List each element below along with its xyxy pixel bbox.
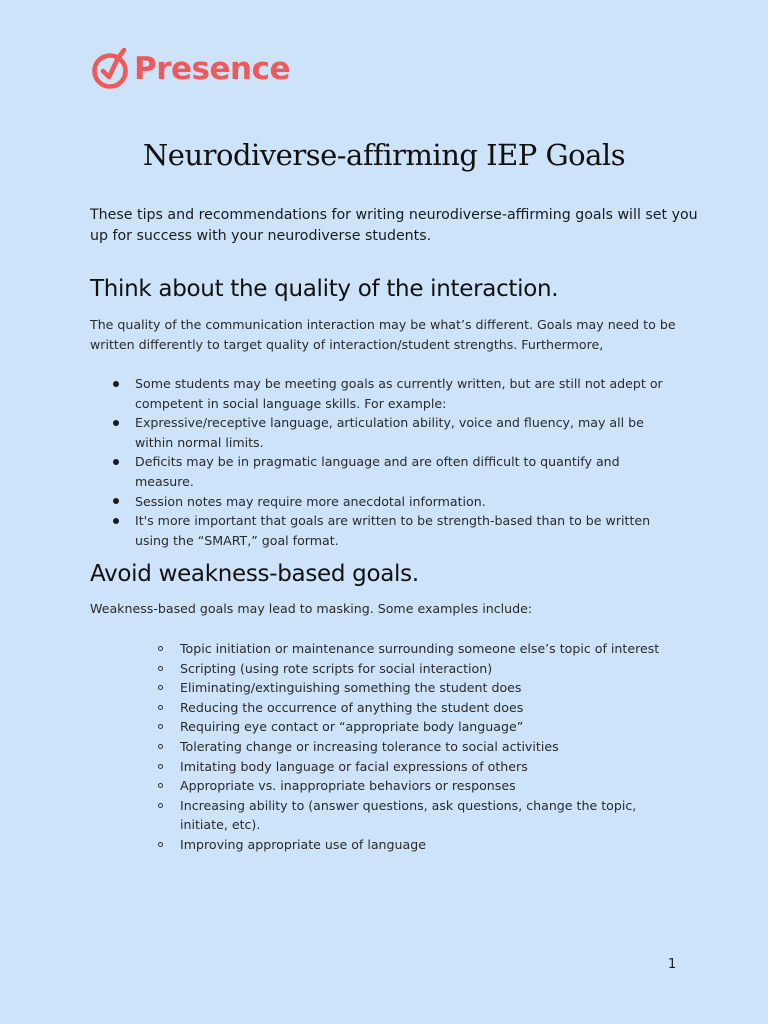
- list-item: [90, 639, 680, 659]
- weakness-example-list: [90, 639, 680, 855]
- list-item: [90, 757, 680, 777]
- bullet-circle-icon: [158, 783, 163, 788]
- list-item: [90, 737, 680, 757]
- bullet-dot-icon: [113, 420, 119, 426]
- bullet-circle-icon: [158, 744, 163, 749]
- list-item: [90, 452, 680, 491]
- document-title: Neurodiverse-affirming IEP Goals: [142, 138, 626, 172]
- section-heading-quality: Think about the quality of the interaction.: [90, 276, 559, 302]
- quality-bullet-list: [90, 374, 680, 550]
- bullet-circle-icon: [158, 803, 163, 808]
- list-item-text: Appropriate vs. inappropriate behaviors or responses: [180, 778, 516, 794]
- list-item: [90, 776, 680, 796]
- list-item-text: Imitating body language or facial expressions of others: [180, 758, 528, 774]
- section-heading-weakness: Avoid weakness-based goals.: [90, 561, 419, 587]
- list-item-text: Requiring eye contact or “appropriate body language”: [180, 719, 524, 735]
- list-item: [90, 511, 680, 550]
- bullet-dot-icon: [113, 381, 119, 387]
- bullet-circle-icon: [158, 705, 163, 710]
- page-number: 1: [668, 957, 677, 972]
- list-item-text: It's more important that goals are written to be strength-based than to be written using the “SMART,” goal format.: [135, 513, 651, 548]
- list-item-text: Eliminating/extinguishing something the student does: [180, 680, 522, 696]
- bullet-dot-icon: [113, 518, 119, 524]
- section-paragraph-quality: The quality of the communication interaction may be what’s different. Goals may need to be written differently to target quality of interaction/student strengths. Furthermore,: [90, 317, 676, 352]
- list-item: [90, 698, 680, 718]
- presence-logo-text: Presence: [134, 50, 290, 87]
- list-item: [90, 717, 680, 737]
- list-item-text: Topic initiation or maintenance surrounding someone else’s topic of interest: [180, 641, 660, 656]
- bullet-dot-icon: [113, 498, 119, 504]
- list-item-text: Session notes may require more anecdotal information.: [135, 493, 486, 509]
- bullet-circle-icon: [158, 685, 163, 690]
- bullet-circle-icon: [158, 764, 163, 769]
- list-item: [90, 796, 680, 835]
- list-item-text: Reducing the occurrence of anything the student does: [180, 699, 524, 715]
- bullet-circle-icon: [158, 724, 163, 729]
- list-item: [90, 374, 680, 413]
- list-item-text: Some students may be meeting goals as currently written, but are still not adept or competent in social language skills. For example:: [135, 376, 663, 411]
- list-item-text: Deficits may be in pragmatic language and are often difficult to quantify and measure.: [135, 454, 620, 489]
- list-item-text: Expressive/receptive language, articulation ability, voice and fluency, may all be within normal limits.: [135, 415, 644, 450]
- intro-paragraph: These tips and recommendations for writing neurodiverse-affirming goals will set you up for success with your neurodiverse students.: [90, 207, 698, 244]
- list-item: [90, 659, 680, 679]
- presence-logo-icon: [91, 48, 129, 90]
- list-item: [90, 413, 680, 452]
- list-item-text: Improving appropriate use of language: [180, 836, 426, 852]
- list-item: [90, 492, 680, 512]
- list-item-text: Scripting (using rote scripts for social interaction): [180, 660, 493, 676]
- list-item-text: Tolerating change or increasing tolerance to social activities: [180, 738, 559, 754]
- bullet-circle-icon: [158, 646, 163, 651]
- list-item: [90, 678, 680, 698]
- list-item: [90, 835, 680, 855]
- presence-logo: [91, 48, 290, 90]
- section-paragraph-weakness: Weakness-based goals may lead to masking. Some examples include:: [90, 601, 533, 616]
- bullet-circle-icon: [158, 842, 163, 847]
- bullet-circle-icon: [158, 666, 163, 671]
- bullet-dot-icon: [113, 459, 119, 465]
- list-item-text: Increasing ability to (answer questions, ask questions, change the topic, initiate, etc).: [180, 797, 637, 833]
